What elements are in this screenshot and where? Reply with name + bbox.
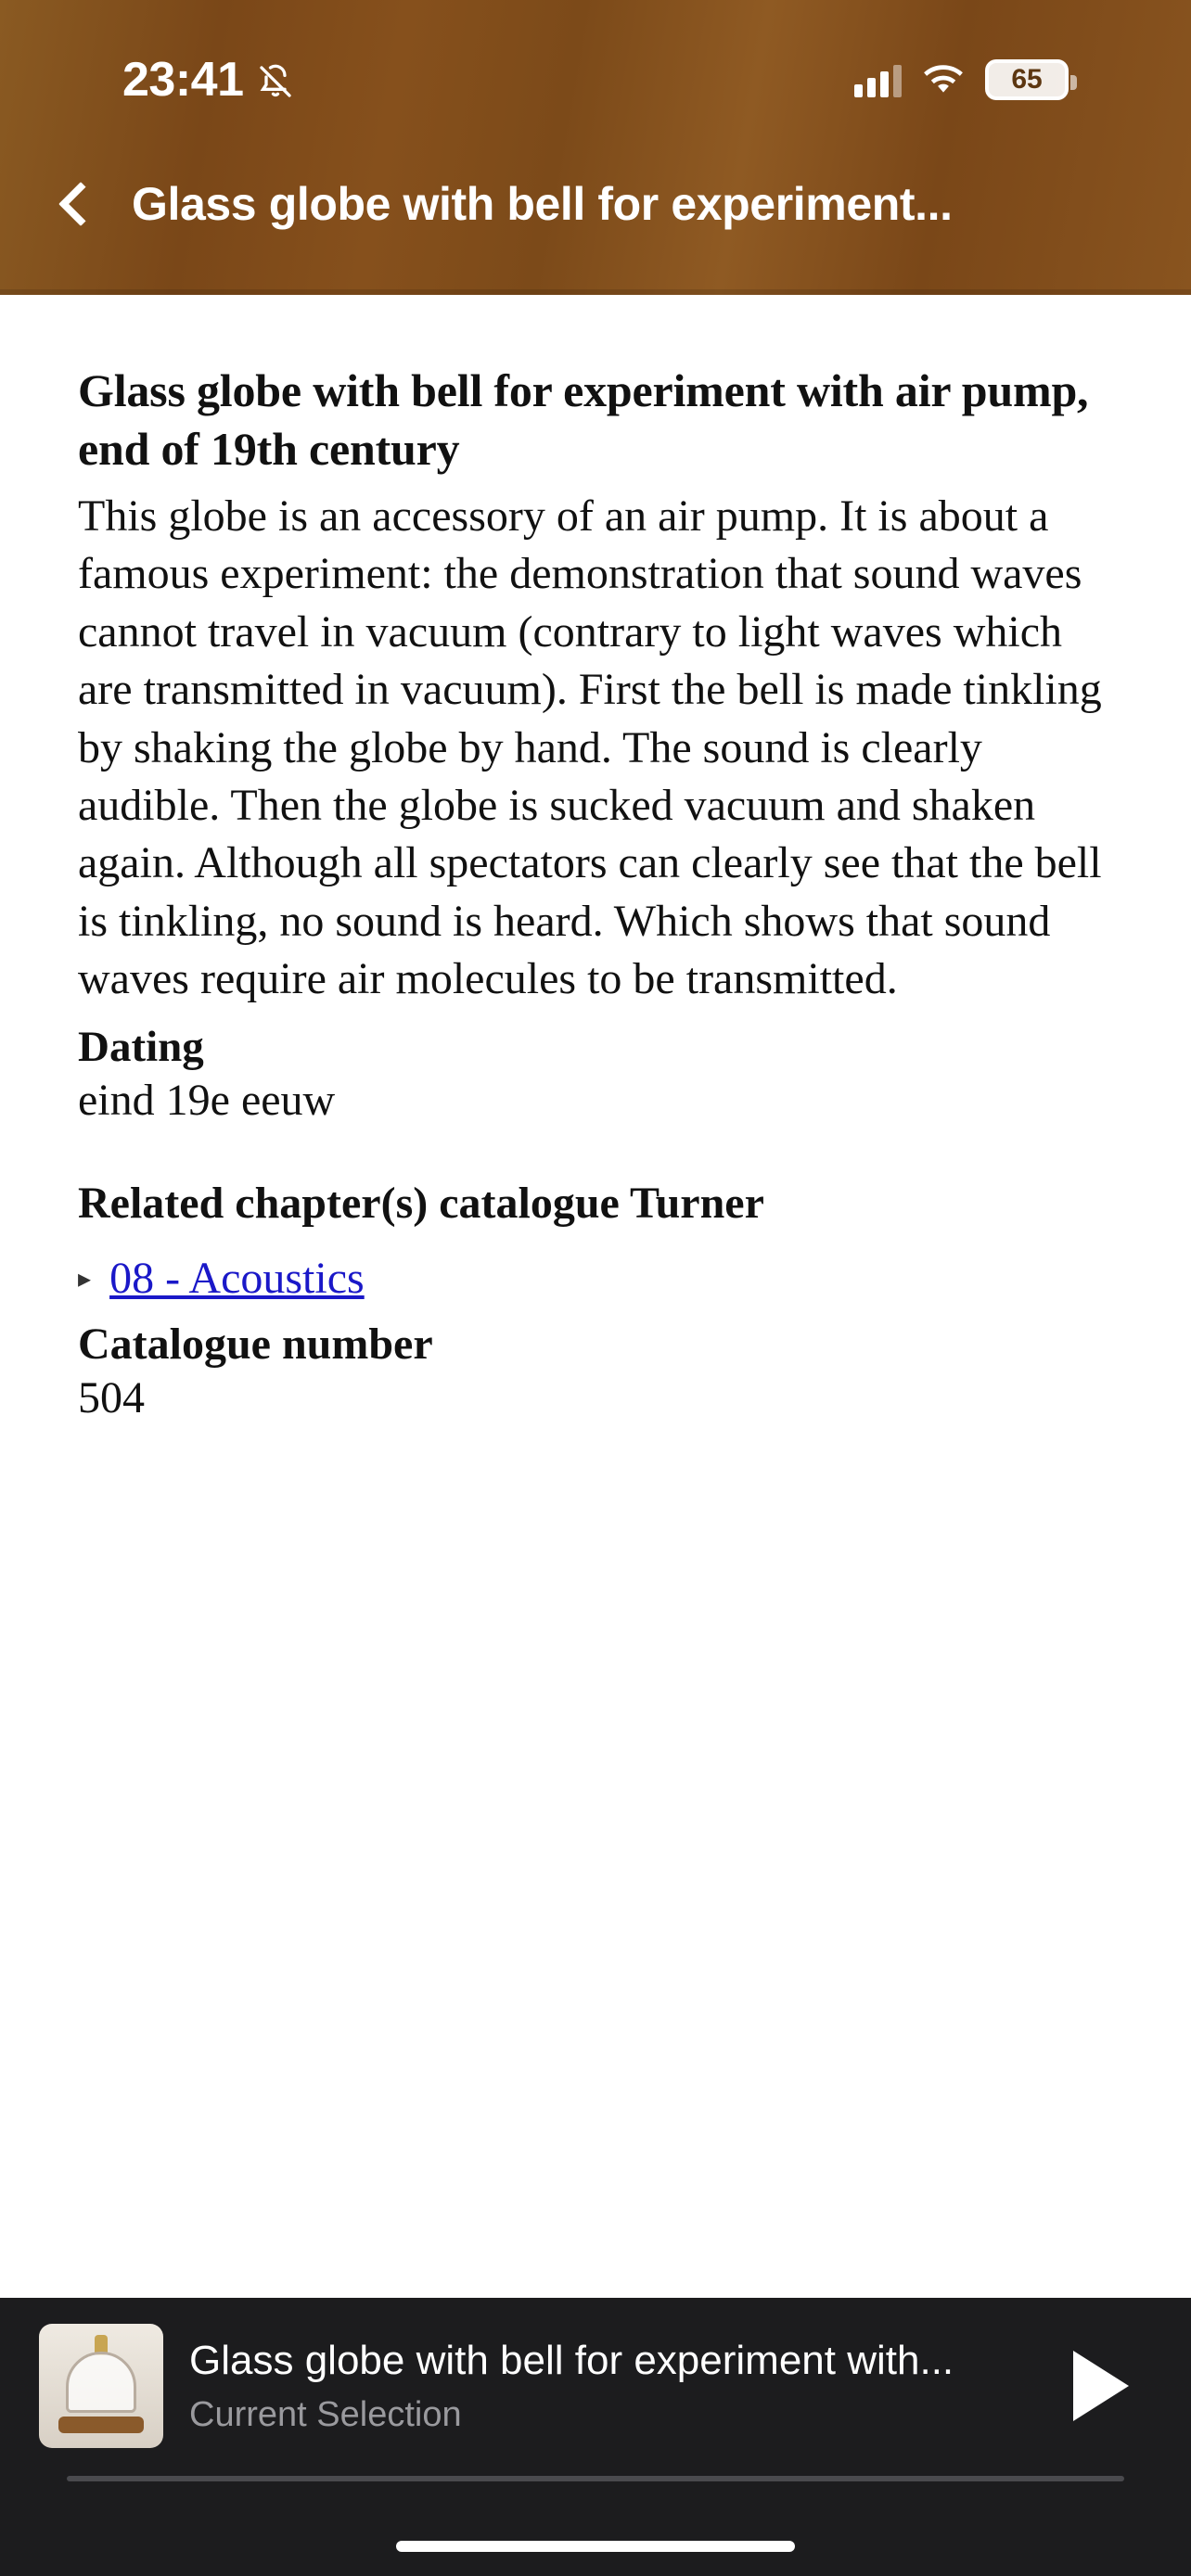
battery-indicator xyxy=(985,59,1069,100)
status-time: 23:41 xyxy=(122,53,244,107)
battery-percent-label: 65 xyxy=(1011,64,1043,95)
player-main-row xyxy=(39,2324,1152,2448)
catalogue-number-label: Catalogue number xyxy=(78,1319,433,1369)
bell-off-icon xyxy=(257,61,294,102)
list-item xyxy=(78,1253,1113,1304)
header-bar xyxy=(0,0,1191,295)
article-content xyxy=(0,295,1191,2576)
dating-label: Dating xyxy=(78,1022,204,1071)
play-button[interactable] xyxy=(1050,2335,1152,2437)
thumbnail-stand xyxy=(58,2417,144,2433)
playback-progress-bar[interactable] xyxy=(67,2476,1124,2481)
play-icon xyxy=(1073,2351,1129,2421)
back-button[interactable] xyxy=(37,165,115,243)
player-track-title: Glass globe with bell for experiment with... xyxy=(189,2337,954,2383)
status-bar-left xyxy=(0,52,294,108)
cellular-signal-icon xyxy=(854,62,902,97)
player-track-subtitle: Current Selection xyxy=(189,2394,462,2434)
player-metadata xyxy=(189,2338,1024,2435)
navigation-bar xyxy=(0,139,1191,269)
catalogue-number-value: 504 xyxy=(78,1372,145,1422)
related-chapters-heading: Related chapter(s) catalogue Turner xyxy=(78,1178,764,1228)
home-indicator xyxy=(396,2541,795,2552)
article-body: This globe is an accessory of an air pump. It is about a famous experiment: the demonstration that sound waves cannot travel in vacuum (contrary to light waves which are transmitted in vacuum). First the bell is made tinkling by shaking the globe by hand. The sound is clearly audible. Then the globe is sucked vacuum and shaken again. Although all spectators can clearly see that the bell is tinkling, no sound is heard. Which shows that sound waves require air molecules to be transmitted. xyxy=(78,491,1102,1004)
wifi-icon xyxy=(920,62,967,97)
status-bar xyxy=(0,0,1191,139)
thumbnail-dome xyxy=(66,2352,136,2413)
bullet-arrow-icon: ▸ xyxy=(78,1264,92,1294)
related-chapter-link[interactable]: 08 - Acoustics xyxy=(109,1253,365,1303)
status-bar-right xyxy=(854,59,1122,100)
audio-player-bar[interactable] xyxy=(0,2298,1191,2576)
article-title: Glass globe with bell for experiment with air pump, end of 19th century xyxy=(78,364,1089,475)
dating-value: eind 19e eeuw xyxy=(78,1075,336,1125)
page-title: Glass globe with bell for experiment... xyxy=(132,178,953,230)
glass-globe-thumbnail[interactable] xyxy=(39,2324,163,2448)
chevron-left-icon xyxy=(58,182,103,226)
